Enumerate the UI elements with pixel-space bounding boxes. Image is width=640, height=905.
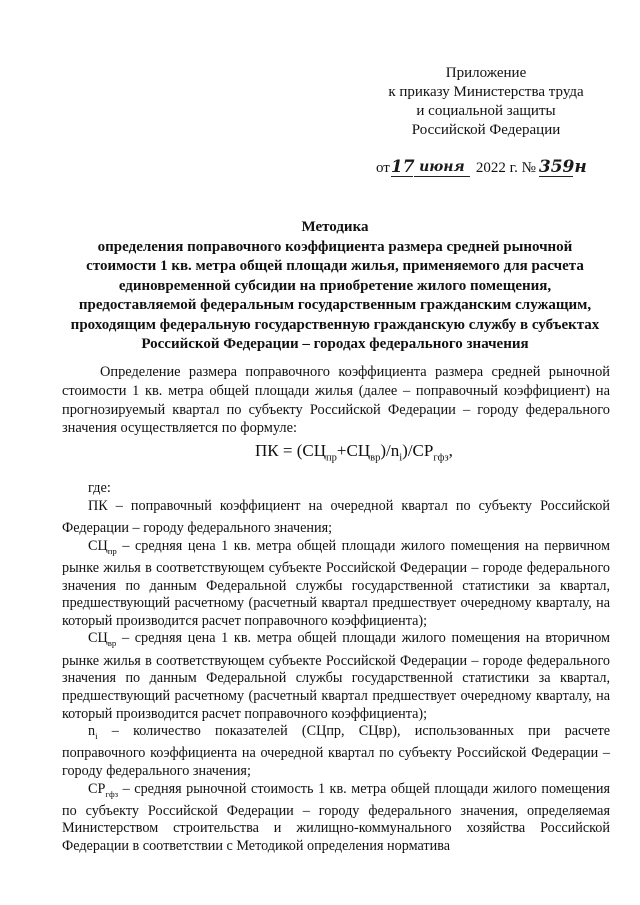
intro-paragraph-block [62,363,610,438]
definition-text: – средняя цена 1 кв. метра общей площади жилого помещения на вторичном рынке жилья в соответствующем субъекте Российской Федерации – городе федерального значения по данным Федеральной службы государственной статистики за квартал, предшествующий расчетному (расчетный квартал предшествует очередному кварталу, на который производится расчет поправочного коэффициента); [62,630,610,722]
order-year: 2022 г. № [475,160,536,176]
formula-part: ПК = (СЦ [255,441,326,460]
definition-symbol: n [88,723,96,740]
definition-item [62,630,610,723]
where-label: где: [88,480,111,496]
formula-part: )/n [380,441,400,460]
definition-symbol-sub: вр [107,638,117,649]
definitions-list [62,498,610,856]
order-number-handwritten: 359н [538,157,587,177]
order-reference [376,153,587,177]
order-prefix: от [376,160,390,176]
definition-symbol: СР [88,780,106,797]
formula-part: +СЦ [336,441,371,460]
title-line: Российской Федерации – городах федерального значения [141,336,529,352]
appendix-line: и социальной защиты [416,103,556,119]
definition-text: – средняя рыночной стоимость 1 кв. метра общей площади жилого помещения по субъекту Российской Федерации – городу федерального значения, определяемая Министерством строительства и жилищно-коммунального хозяйства Российской Федерации в соответствии с Методикой определения норматива [62,780,610,854]
definition-symbol: СЦ [88,537,108,554]
appendix-line: Российской Федерации [411,122,561,138]
definition-item [62,781,610,856]
definition-item [62,538,610,631]
formula-sub: пр [325,452,337,464]
formula [255,441,453,463]
title-line: единовременной субсидии на приобретение жилого помещения, [118,277,552,294]
definition-symbol: СЦ [88,630,108,647]
definition-symbol-sub: гфз [105,788,119,799]
formula-sub: вр [370,452,381,464]
order-month-handwritten: июня [414,158,470,177]
formula-sub: i [399,452,403,464]
intro-paragraph: Определение размера поправочного коэффициента размера средней рыночной стоимости 1 кв. метра общей площади жилья (далее – поправочный коэффициент) на прогнозируемый квартал по субъекту Российской Федерации – городу федерального значения осуществляется по формуле: [62,364,610,437]
title-line: Методика [301,219,369,235]
definition-text: – количество показателей (СЦпр, СЦвр), использованных при расчете поправочного коэффициента на очередной квартал по субъекту Российской Федерации – городу федерального значения; [62,723,610,779]
document-title [56,218,614,355]
title-line: проходящим федеральную государственную гражданскую службу в субъектах [70,316,600,333]
order-day-handwritten: 17 [390,157,415,177]
formula-sub: гфз [433,452,449,464]
formula-part: , [448,441,453,460]
appendix-line: к приказу Министерства труда [388,84,584,100]
appendix-line: Приложение [445,65,527,81]
definition-item [62,498,610,538]
definition-symbol-sub: i [95,730,98,741]
definition-text: – средняя цена 1 кв. метра общей площади жилого помещения на первичном рынке жилья в соответствующем субъекте Российской Федерации – городе федерального значения по данным Федеральной службы государственной статистики за квартал, предшествующий расчетному (расчетный квартал предшествует очередному кварталу, на который производится расчет поправочного коэффициента); [62,537,610,629]
definition-symbol: ПК [88,498,108,514]
title-line: определения поправочного коэффициента размера средней рыночной [97,238,573,255]
definition-item [62,723,610,780]
title-line: предоставляемой федеральным государственным гражданским служащим, [78,297,592,313]
title-line: стоимости 1 кв. метра общей площади жилья, применяемого для расчета [86,258,584,274]
definition-symbol-sub: пр [107,545,117,556]
appendix-block [370,64,602,140]
definition-text: – поправочный коэффициент на очередной квартал по субъекту Российской Федерации – городу федерального значения; [62,498,610,537]
formula-part: )/СР [402,441,434,460]
